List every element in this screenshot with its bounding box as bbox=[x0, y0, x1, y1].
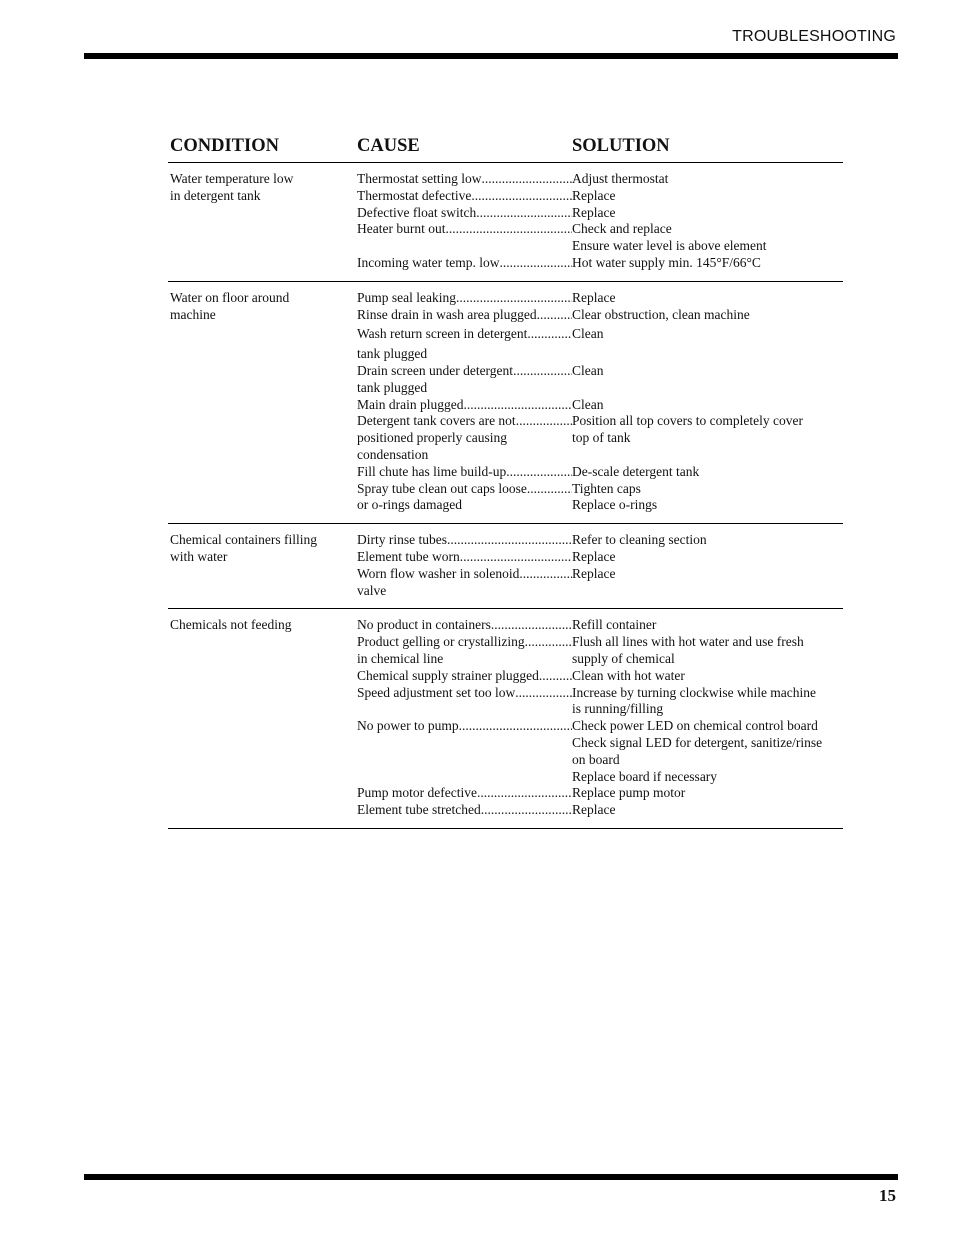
cause-solution-row bbox=[168, 735, 843, 752]
cause-cell bbox=[357, 566, 572, 583]
cause-solution-row bbox=[168, 651, 843, 668]
solution-text: Check signal LED for detergent, sanitize/rinse bbox=[572, 734, 823, 750]
dot-leader bbox=[460, 549, 572, 566]
solution-text: Check power LED on chemical control board bbox=[572, 718, 818, 734]
cause-text: No power to pump bbox=[357, 718, 459, 734]
solution-text: Ensure water level is above element bbox=[572, 238, 767, 254]
solution-text: Replace board if necessary bbox=[572, 768, 718, 784]
solution-text: Check and replace bbox=[572, 221, 672, 237]
dot-leader bbox=[499, 255, 572, 272]
cause-text: Defective float switch bbox=[357, 204, 477, 220]
footer-rule bbox=[84, 1174, 898, 1180]
cause-solution-row bbox=[168, 363, 843, 380]
cause-cell bbox=[357, 583, 572, 600]
cause-solution-row bbox=[168, 464, 843, 481]
solution-text: on board bbox=[572, 751, 620, 767]
cause-solution-row bbox=[168, 701, 843, 718]
solution-text: Replace o-rings bbox=[572, 497, 658, 513]
condition-line: Chemicals not feeding bbox=[170, 617, 292, 633]
cause-cell bbox=[357, 668, 572, 685]
solution-text: Position all top covers to completely cover bbox=[572, 413, 803, 429]
dot-leader bbox=[477, 785, 572, 802]
cause-text: Main drain plugged bbox=[357, 396, 464, 412]
condition-text bbox=[170, 171, 340, 205]
cause-cell bbox=[357, 363, 572, 380]
cause-solution-row bbox=[168, 497, 843, 514]
cause-cell bbox=[357, 481, 572, 498]
cause-solution-row bbox=[168, 481, 843, 498]
cause-cell bbox=[357, 549, 572, 566]
cause-text: positioned properly causing bbox=[357, 430, 507, 446]
cause-cell bbox=[357, 634, 572, 651]
solution-text: Replace pump motor bbox=[572, 785, 686, 801]
cause-cell bbox=[357, 685, 572, 702]
dot-leader bbox=[459, 718, 572, 735]
solution-text: Flush all lines with hot water and use fresh bbox=[572, 634, 804, 650]
cause-cell bbox=[357, 307, 572, 324]
cause-text: or o-rings damaged bbox=[357, 497, 462, 513]
cause-cell bbox=[357, 326, 572, 343]
condition-line: Water on floor around bbox=[170, 289, 290, 305]
solution-text: Replace bbox=[572, 289, 616, 305]
solution-text: Replace bbox=[572, 204, 616, 220]
solution-text: Tighten caps bbox=[572, 480, 641, 496]
cause-cell bbox=[357, 188, 572, 205]
condition-group bbox=[168, 609, 843, 829]
cause-text: Element tube stretched bbox=[357, 802, 481, 818]
dot-leader bbox=[491, 617, 572, 634]
cause-text: Pump seal leaking bbox=[357, 289, 456, 305]
condition-group bbox=[168, 163, 843, 282]
solution-text bbox=[572, 447, 843, 464]
cause-solution-row bbox=[168, 255, 843, 272]
dot-leader bbox=[481, 802, 572, 819]
cause-text: Product gelling or crystallizing bbox=[357, 634, 525, 650]
cause-text: in chemical line bbox=[357, 650, 444, 666]
cause-solution-row bbox=[168, 668, 843, 685]
solution-text: Clean with hot water bbox=[572, 667, 685, 683]
cause-cell bbox=[357, 497, 572, 514]
cause-cell bbox=[357, 617, 572, 634]
section-header-title: TROUBLESHOOTING bbox=[732, 28, 896, 45]
cause-cell bbox=[357, 785, 572, 802]
cause-solution-row bbox=[168, 583, 843, 600]
cause-text: Wash return screen in detergent bbox=[357, 326, 528, 342]
solution-text: Refer to cleaning section bbox=[572, 532, 707, 548]
condition-line: with water bbox=[170, 548, 228, 564]
dot-leader bbox=[506, 464, 572, 481]
cause-text: Thermostat setting low bbox=[357, 171, 482, 186]
page-number: 15 bbox=[879, 1186, 896, 1205]
cause-solution-row bbox=[168, 326, 843, 343]
solution-text bbox=[572, 346, 843, 363]
cause-cell bbox=[357, 447, 572, 464]
dot-leader bbox=[527, 326, 572, 343]
cause-solution-row bbox=[168, 413, 843, 430]
dot-leader bbox=[537, 307, 572, 324]
cause-text: tank plugged bbox=[357, 346, 428, 362]
cause-text: Pump motor defective bbox=[357, 785, 477, 801]
dot-leader bbox=[527, 481, 572, 498]
cause-text: Rinse drain in wash area plugged bbox=[357, 306, 537, 322]
dot-leader bbox=[445, 221, 572, 238]
cause-text: Detergent tank covers are not bbox=[357, 413, 516, 429]
cause-solution-row bbox=[168, 752, 843, 769]
solution-text: top of tank bbox=[572, 430, 631, 446]
cause-text: Heater burnt out bbox=[357, 221, 446, 237]
solution-text: Clean bbox=[572, 362, 604, 378]
column-header-cause: CAUSE bbox=[357, 136, 420, 156]
cause-cell bbox=[357, 701, 572, 718]
header-rule bbox=[84, 53, 898, 59]
solution-text: Increase by turning clockwise while machine bbox=[572, 684, 817, 700]
table-header-row bbox=[168, 136, 843, 163]
dot-leader bbox=[481, 171, 572, 188]
cause-text: Spray tube clean out caps loose bbox=[357, 480, 527, 496]
cause-text: Worn flow washer in solenoid bbox=[357, 565, 520, 581]
solution-text: Clean bbox=[572, 326, 604, 342]
cause-cell bbox=[357, 718, 572, 735]
cause-cell bbox=[357, 413, 572, 430]
solution-text: Refill container bbox=[572, 617, 657, 633]
cause-cell bbox=[357, 380, 572, 397]
cause-text: Drain screen under detergent bbox=[357, 362, 514, 378]
solution-text bbox=[572, 583, 843, 600]
cause-text: Thermostat defective bbox=[357, 187, 472, 203]
dot-leader bbox=[471, 188, 572, 205]
dot-leader bbox=[476, 205, 572, 222]
cause-solution-row bbox=[168, 380, 843, 397]
cause-solution-row bbox=[168, 634, 843, 651]
condition-text bbox=[170, 532, 340, 566]
cause-text: valve bbox=[357, 582, 387, 598]
solution-text: Clean bbox=[572, 396, 604, 412]
condition-line: Water temperature low bbox=[170, 171, 294, 186]
solution-text: Clear obstruction, clean machine bbox=[572, 306, 750, 322]
cause-text: Chemical supply strainer plugged bbox=[357, 667, 539, 683]
cause-solution-row bbox=[168, 238, 843, 255]
cause-solution-row bbox=[168, 447, 843, 464]
cause-cell bbox=[357, 205, 572, 222]
cause-text: No product in containers bbox=[357, 617, 491, 633]
column-header-solution: SOLUTION bbox=[572, 136, 670, 156]
condition-text bbox=[170, 617, 340, 634]
condition-line: Chemical containers filling bbox=[170, 532, 317, 548]
cause-solution-row bbox=[168, 430, 843, 447]
cause-cell bbox=[357, 769, 572, 786]
cause-cell bbox=[357, 255, 572, 272]
cause-text: Fill chute has lime build-up bbox=[357, 463, 507, 479]
dot-leader bbox=[456, 290, 572, 307]
cause-cell bbox=[357, 171, 572, 188]
cause-text: Dirty rinse tubes bbox=[357, 532, 447, 548]
cause-solution-row bbox=[168, 397, 843, 414]
dot-leader bbox=[516, 413, 572, 430]
cause-cell bbox=[357, 802, 572, 819]
cause-solution-row bbox=[168, 566, 843, 583]
solution-text: De-scale detergent tank bbox=[572, 463, 700, 479]
cause-cell bbox=[357, 397, 572, 414]
dot-leader bbox=[525, 634, 572, 651]
condition-line: in detergent tank bbox=[170, 187, 261, 203]
cause-solution-row bbox=[168, 221, 843, 238]
dot-leader bbox=[539, 668, 572, 685]
cause-cell bbox=[357, 752, 572, 769]
solution-text: supply of chemical bbox=[572, 650, 675, 666]
cause-solution-row bbox=[168, 346, 843, 363]
cause-solution-row bbox=[168, 205, 843, 222]
condition-group bbox=[168, 282, 843, 524]
cause-cell bbox=[357, 290, 572, 307]
solution-text: is running/filling bbox=[572, 701, 664, 717]
condition-text bbox=[170, 290, 340, 324]
solution-text: Replace bbox=[572, 565, 616, 581]
solution-text: Hot water supply min. 145°F/66°C bbox=[572, 254, 761, 270]
solution-text: Adjust thermostat bbox=[572, 171, 669, 186]
dot-leader bbox=[513, 363, 572, 380]
cause-cell bbox=[357, 735, 572, 752]
cause-text: Speed adjustment set too low bbox=[357, 684, 516, 700]
cause-cell bbox=[357, 651, 572, 668]
solution-text: Replace bbox=[572, 802, 616, 818]
table-body bbox=[168, 163, 843, 829]
cause-cell bbox=[357, 464, 572, 481]
column-header-condition: CONDITION bbox=[170, 136, 279, 156]
cause-cell bbox=[357, 532, 572, 549]
cause-text: Incoming water temp. low bbox=[357, 254, 500, 270]
cause-cell bbox=[357, 221, 572, 238]
condition-group bbox=[168, 524, 843, 609]
cause-text: tank plugged bbox=[357, 379, 428, 395]
cause-solution-row bbox=[168, 769, 843, 786]
solution-text: Replace bbox=[572, 187, 616, 203]
cause-cell bbox=[357, 238, 572, 255]
solution-text: Replace bbox=[572, 548, 616, 564]
cause-cell bbox=[357, 346, 572, 363]
cause-solution-row bbox=[168, 802, 843, 819]
cause-solution-row bbox=[168, 718, 843, 735]
cause-text: Element tube worn bbox=[357, 548, 460, 564]
cause-solution-row bbox=[168, 785, 843, 802]
cause-cell bbox=[357, 430, 572, 447]
dot-leader bbox=[519, 566, 572, 583]
dot-leader bbox=[515, 685, 572, 702]
dot-leader bbox=[463, 397, 572, 414]
troubleshooting-table bbox=[168, 136, 843, 829]
condition-line: machine bbox=[170, 306, 216, 322]
cause-text: condensation bbox=[357, 446, 429, 462]
solution-text bbox=[572, 380, 843, 397]
dot-leader bbox=[447, 532, 572, 549]
cause-solution-row bbox=[168, 685, 843, 702]
